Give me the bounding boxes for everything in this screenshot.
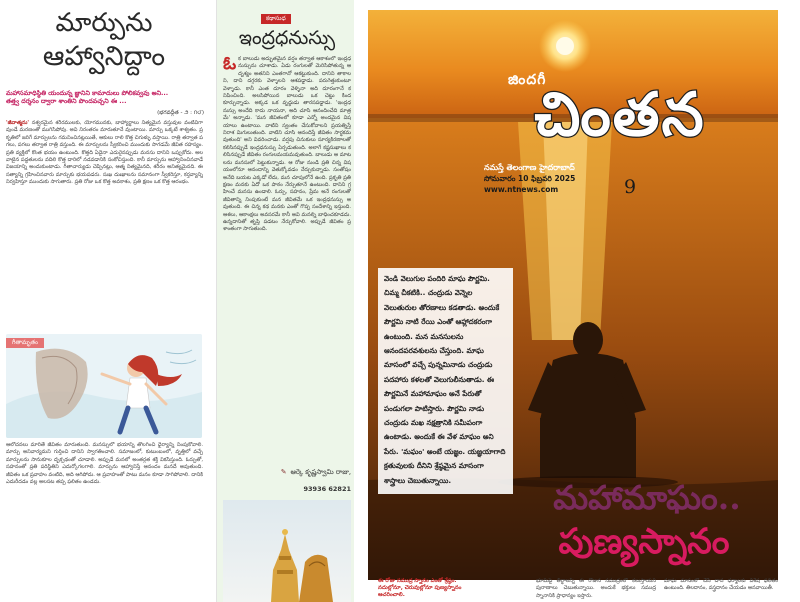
story-paragraph: క బాలుడు అద్భుతమైన వర్షం తర్వాత ఆకాశంలో ఇంద్రధనుస్సును చూశాడు. ఏడు రంగులతో మెరిసిపోతున్న ఆ దృశ్యం అతనిని ఎంతగానో ఆకట్టుకుంది. దానిని తాకాలని, దాని దగ్గరకు వెళ్ళాలని ఆశపడ్డాడు. పరుగెత్తుకుంటూ వెళ్ళాడు. కానీ ఎంత దూరం వెళ్ళినా అది దూరంగానే కనిపించింది. అలసిపోయిన బాలుడు ఒక చెట్టు కింద కూర్చున్నాడు. అక్కడ ఒక వృద్ధుడు తారసపడ్డాడు. 'ఇంద్రధనుస్సు అందేది కాదు నాయనా, అది చూసి ఆనందించేది మాత్రమే' అన్నాడు. 'మన జీవితంలో కూడా ఎన్నో అందమైన విషయాలు ఉంటాయి. వాటిని స్వంతం చేసుకోవాలని ప్రయత్నిస్తే నిరాశ మిగులుతుంది. వాటిని చూసి ఆనందిస్తే జీవితం సార్థకమవుతుంది' అని వివరించాడు. వర్షపు చినుకులు సూర్యకిరణాలతో కలిసినప్పుడే ఇంద్రధనుస్సు ఏర్పడుతుంది. అలాగే కష్టసుఖాలు కలిసినప్పుడే జీవితం రంగులమయమవుతుంది. బాలుడు ఆ మాటలను మనసులో పెట్టుకున్నాడు. ఆ రోజు నుండి ప్రతి చిన్న విషయంలోనూ ఆనందాన్ని వెతుక్కోవడం నేర్చుకున్నాడు. సంతోషం అనేది బయట ఎక్కడో లేదు, మన చూపులోనే ఉంది. ప్రకృతి ప్రతి క్షణం మనకు ఏదో ఒక పాఠం నేర్పుతూనే ఉంటుంది. దానిని గ్రహించే మనసు ఉండాలి. ఓర్పు, సహనం, ప్రేమ అనే రంగులతో జీవితాన్ని నింపుకుంటే మన జీవితమే ఒక ఇంద్రధనుస్సు అవుతుంది. ఈ చిన్న కథ మనకు ఎంతో గొప్ప సందేశాన్ని ఇస్తుంది. ఆశలు, ఆకాంక్షలు అవసరమే కానీ అవి మనల్ని బాధించకూడదు. ఉన్నదానితో తృప్తి పడటం నేర్చుకోవాలి. అప్పుడే జీవితం ప్రశాంతంగా సాగుతుంది. — [223, 56, 351, 233]
story-author — [223, 468, 351, 478]
story-body — [223, 56, 351, 462]
headline-1: మహామాఘం.. — [553, 478, 741, 517]
verse-reference: (భగవద్గీత - ౨ : ౧౮) — [157, 110, 204, 116]
temple-photo — [223, 500, 351, 602]
left-body-paragraph: నశ్వరమైన శరీరములకు, యోగమునకు, బాహ్యార్థాలు నిత్యమైన వస్తువుల వంటివిగా వుండే మరణంతో ముగిసిపోవు. అవి నిరంతరం మారుతూనే వుంటాయి. మార్పు ఒక్కటే శాశ్వతం. ప్రకృతిలో జరిగే మార్పులను గమనించినట్లయితే, ఆకులు రాలి కొత్త చిగుళ్ళు వస్తాయి. రాత్రి తర్వాత పగలు, పగలు తర్వాత రాత్రి వస్తుంది. ఈ మార్పులను స్వీకరించి ముందుకు సాగడమే జీవిత రహస్యం. ప్రతి వ్యక్తిలో కొంత భయం ఉంటుంది. కొత్తది ఏదైనా ఎదురైనప్పుడు మనసు దానిని ఒప్పుకోదు. అలవాటైన పద్ధతులను వదిలి కొత్త దారిలో నడవడానికి సంకోచిస్తుంది. కానీ మార్పును ఆహ్వానించినవాడే విజయాన్ని అందుకుంటాడు. గీతాచార్యుడు చెప్పినట్లు, ఆత్మ నిత్యమైనది, శరీరం అనిత్యమైనది. ఈ సత్యాన్ని గ్రహించినవారు మార్పుకు భయపడరు. సుఖ దుఃఖాలను సమానంగా స్వీకరిస్తూ, కర్తవ్యాన్ని నిర్వహిస్తూ ముందుకు సాగుతారు. ప్రతి రోజు ఒక కొత్త అవకాశం, ప్రతి క్షణం ఒక కొత్త ఆరంభం. — [6, 120, 203, 186]
left-body-lead: 'జీవాత్మను' — [6, 120, 29, 126]
left-column — [0, 0, 208, 602]
newspaper-name: నమస్తే తెలంగాణ హైదరాబాద్ — [484, 163, 575, 172]
masthead-meta — [484, 162, 575, 195]
bottom-text-b: మాఘ మాసంలో చేసే దాన ధర్మాలకు విశేష ఫలితం ఉంటుంది. తిలదానం, వస్త్రదానం చేయడం ఆనవాయితీ. — [664, 578, 778, 592]
left-subtitle-line1: మహాసమాధిస్థితి యందున్న జ్ఞానిని కామాదులు పోలికవ్వవు అని... — [6, 90, 169, 97]
story-column — [216, 0, 354, 602]
left-subtitle — [6, 90, 202, 107]
bottom-note: ఈ రోజు సముద్ర స్నానం ఎంతో శ్రేష్ఠం. నదుల్లోనూ, చెరువుల్లోనూ పుణ్యస్నానం ఆచరించాలి. — [378, 578, 462, 598]
issue-date: సోమవారం 10 ఫిబ్రవరి 2025 — [484, 174, 576, 183]
left-subtitle-line2: తత్త్వ దర్శనం ద్వారా శాంతిని పొందవచ్చని ఈ ... — [6, 98, 127, 106]
left-article-title — [6, 6, 202, 84]
story-dropcap: ఓ — [223, 56, 237, 74]
bottom-text-a: భూమిపై తీర్థాలన్నీ ఈ రోజున సముద్రంలో కలుస్తాయని పురాణాలు చెబుతున్నాయి. అందుకే భక్తులు సముద్ర స్నానానికి ప్రాధాన్యం ఇస్తారు. — [536, 578, 656, 599]
masthead-title: చింతన — [534, 80, 706, 150]
left-body-text — [6, 120, 203, 332]
author-phone: 93936 62821 — [303, 485, 351, 493]
story-tag: కథాసుధ — [261, 14, 291, 24]
story-title: ఇంద్రధనుస్సు — [238, 27, 336, 49]
left-body-text-2: ఆలోచనలు మారితే జీవితం మారుతుంది. మనస్సులో భయాన్ని తొలగించి ధైర్యాన్ని నింపుకోవాలి. మార్పు అనివార్యమని గుర్తించి దానిని స్వాగతించాలి. సమాజంలో, కుటుంబంలో, వృత్తిలో వచ్చే మార్పులను సానుకూల దృక్పథంతో చూడాలి. అప్పుడే మనలో అంతర్గత శక్తి వికసిస్తుంది. ఓర్పుతో, సహనంతో ప్రతి పరిస్థితిని ఎదుర్కోగలగాలి. మార్పును ఆహ్వానిస్తే ఆనందం మనదే అవుతుంది. జీవితం ఒక ప్రవాహం వంటిది, అది ఆగిపోదు. ఆ ప్రవాహంతో పాటు మనం కూడా సాగిపోవాలి. దానికి ఎదురీదడం వల్ల అలసట తప్ప ఫలితం ఉండదు. — [6, 442, 203, 486]
geeta-tag: గీతామృతం — [6, 338, 44, 348]
website: www.ntnews.com — [484, 185, 559, 194]
woman-wind-illustration — [6, 334, 202, 438]
masthead-label: జిందగీ — [508, 72, 547, 88]
feature-lede: వెండి వెలుగుల పందిరి మాఘ పౌర్ణమి. చిమ్మ చీకటికి.. చంద్రుడు వెన్నెల వెలుతురుల తోరణాలు కడతాడు. అందుకే పౌర్ణమి నాటి రేయి ఎంతో ఆహ్లాదకరంగా ఉంటుంది. మన మనసులను ఆనందపరవశులను చేస్తుంది. మాఘ మాసంలో వచ్చే పున్నమినాడు చంద్రుడు పదహారు కళలతో వెలుగులీనుతాడు. ఈ పౌర్ణమినే మహామాఘం అనే పేరుతో పండుగలా పాటిస్తారు. పౌర్ణమి నాడు చంద్రుడు మఖ నక్షత్రానికి సమీపంగా ఉంటాడు. అందుకే ఈ వేళ మాఘం అని పేరు. 'మఘం' అంటే యజ్ఞం. యజ్ఞయాగాది క్రతువులకు దీనిని శ్రేష్ఠమైన మాసంగా శాస్త్రాలు చెబుతున్నాయి. — [378, 268, 513, 494]
left-title-line2: ఆహ్వానిద్దాం — [42, 41, 166, 72]
pen-icon: ✎ — [280, 468, 287, 476]
temple-tower-image — [223, 500, 351, 602]
geeta-illustration — [6, 334, 202, 438]
page-number: 9 — [624, 176, 637, 198]
headline-2: పుణ్యస్నానం — [558, 521, 730, 562]
left-title-line1: మార్పును — [55, 8, 153, 38]
feature-column — [368, 10, 778, 602]
author-name: ఆర్కె కృష్ణస్వామి రాజు, — [290, 468, 351, 476]
